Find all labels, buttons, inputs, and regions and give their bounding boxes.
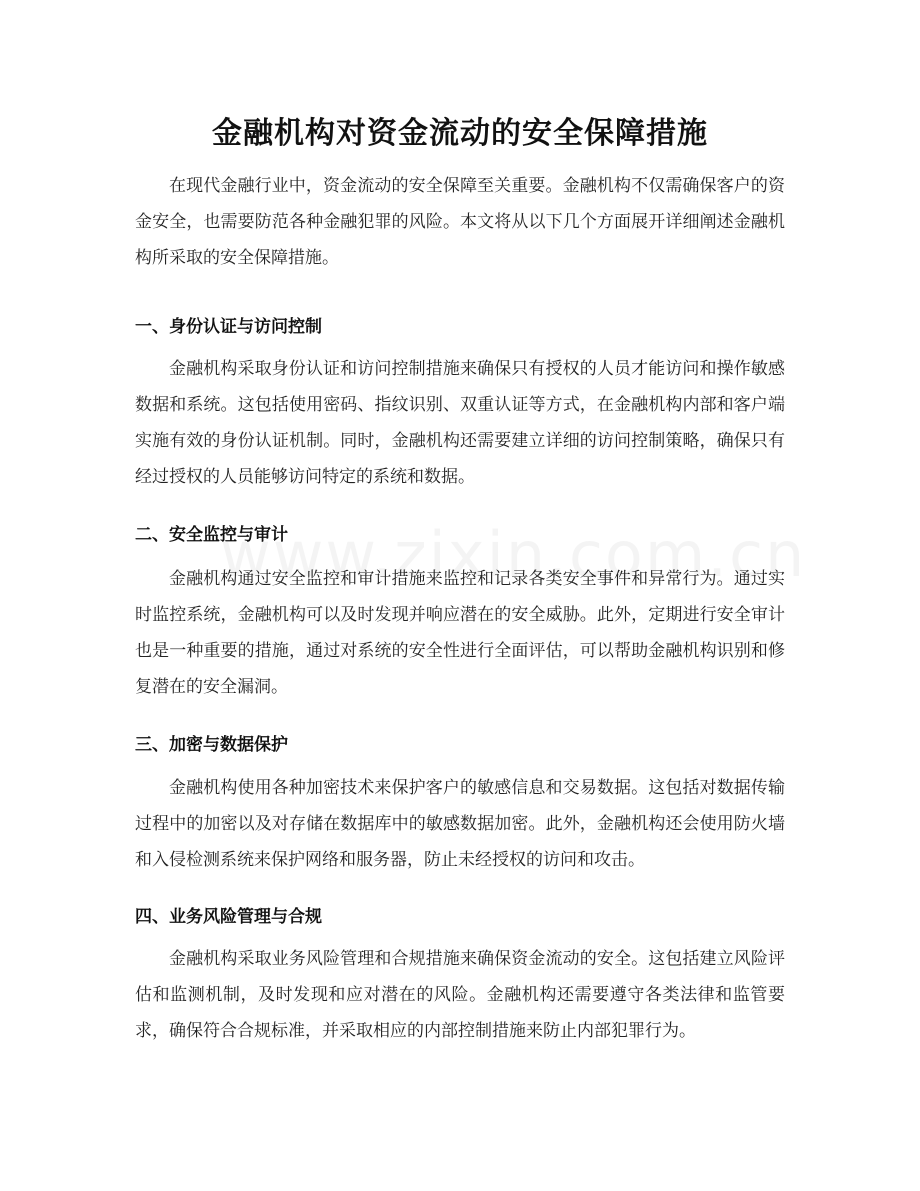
section-heading-encryption: 三、加密与数据保护	[135, 735, 288, 755]
section-heading-identity: 一、身份认证与访问控制	[135, 317, 322, 337]
section-body-encryption: 金融机构使用各种加密技术来保护客户的敏感信息和交易数据。这包括对数据传输过程中的加密以及对存储在数据库中的敏感数据加密。此外，金融机构还会使用防火墙和入侵检测系统来保护网络和服务器，防止未经授权的访问和攻击。	[135, 778, 785, 870]
section-body-identity: 金融机构采取身份认证和访问控制措施来确保只有授权的人员才能访问和操作敏感数据和系统。这包括使用密码、指纹识别、双重认证等方式，在金融机构内部和客户端实施有效的身份认证机制。同时，金融机构还需要建立详细的访问控制策略，确保只有经过授权的人员能够访问特定的系统和数据。	[135, 359, 785, 487]
section-body-risk: 金融机构采取业务风险管理和合规措施来确保资金流动的安全。这包括建立风险评估和监测机制，及时发现和应对潜在的风险。金融机构还需要遵守各类法律和监管要求，确保符合合规标准，并采取相应的内部控制措施来防止内部犯罪行为。	[135, 949, 785, 1041]
page-title: 金融机构对资金流动的安全保障措施	[212, 116, 708, 151]
section-heading-risk: 四、业务风险管理与合规	[135, 907, 322, 927]
section-body-monitoring: 金融机构通过安全监控和审计措施来监控和记录各类安全事件和异常行为。通过实时监控系统，金融机构可以及时发现并响应潜在的安全威胁。此外，定期进行安全审计也是一种重要的措施，通过对系统的安全性进行全面评估，可以帮助金融机构识别和修复潜在的安全漏洞。	[135, 569, 785, 697]
section-heading-monitoring: 二、安全监控与审计	[135, 525, 288, 545]
intro-paragraph: 在现代金融行业中，资金流动的安全保障至关重要。金融机构不仅需确保客户的资金安全，也需要防范各种金融犯罪的风险。本文将从以下几个方面展开详细阐述金融机构所采取的安全保障措施。	[135, 176, 785, 268]
